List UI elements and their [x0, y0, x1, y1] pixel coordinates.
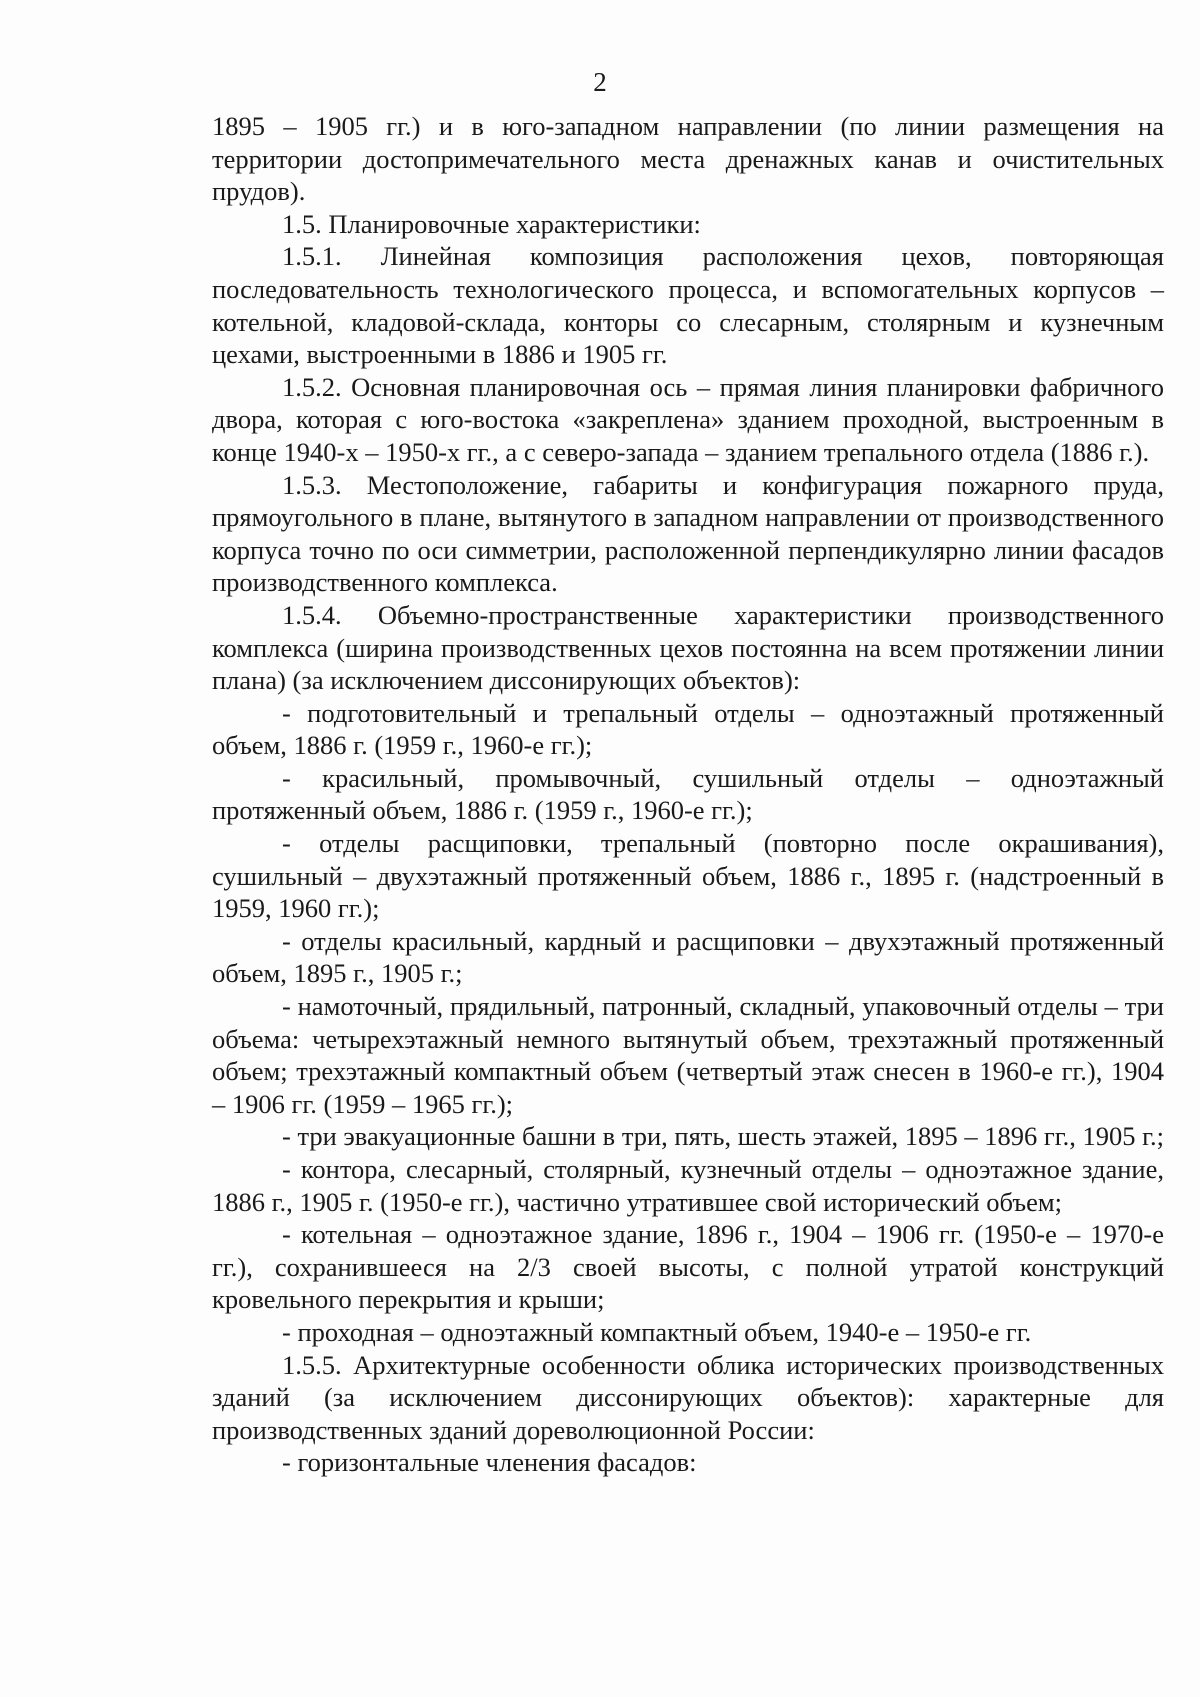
list-item: - горизонтальные членения фасадов:: [282, 1447, 697, 1478]
list-item: - красильный, промывочный, сушильный отделы – одноэтажный протяженный объем, 1886 г. (1959 г., 1960-е гг.);: [212, 762, 1164, 826]
paragraph-1-5-3: 1.5.3. Местоположение, габариты и конфигурация пожарного пруда, прямоугольного в плане, вытянутого в западном направлении от производственного корпуса точно по оси симметрии, расположенной перпендикулярно линии фасадов производственного комплекса.: [212, 469, 1164, 598]
list-item: - три эвакуационные башни в три, пять, шесть этажей, 1895 – 1896 гг., 1905 г.;: [282, 1121, 1165, 1152]
section-heading-1-5: 1.5. Планировочные характеристики:: [282, 208, 701, 239]
list-item: - котельная – одноэтажное здание, 1896 г., 1904 – 1906 гг. (1950-е – 1970-е гг.), сохранившееся на 2/3 своей высоты, с полной утратой конструкций кровельного перекрытия и крыши;: [212, 1219, 1164, 1315]
page-number: 2: [593, 67, 607, 97]
list-item: - контора, слесарный, столярный, кузнечный отделы – одноэтажное здание, 1886 г., 1905 г. (1950-е гг.), частично утратившее свой исторический объем;: [212, 1154, 1164, 1217]
paragraph-1-5-4: 1.5.4. Объемно-пространственные характеристики производственного комплекса (ширина производственных цехов постоянна на всем протяжении линии плана) (за исключением диссонирующих объектов):: [212, 599, 1164, 696]
list-item: - отделы расщиповки, трепальный (повторно после окрашивания), сушильный – двухэтажный протяженный объем, 1886 г., 1895 г. (надстроенный в 1959, 1960 гг.);: [212, 828, 1164, 924]
paragraph-continuation: 1895 – 1905 гг.) и в юго-западном направлении (по линии размещения на территории достопримечательного места дренажных канав и очистительных прудов).: [212, 111, 1164, 207]
document-body: [212, 110, 1164, 1479]
list-item: - проходная – одноэтажный компактный объем, 1940-е – 1950-е гг.: [282, 1316, 1032, 1347]
paragraph-1-5-1: 1.5.1. Линейная композиция расположения цехов, повторяющая последовательность технологического процесса, и вспомогательных корпусов – котельной, кладовой-склада, конторы со слесарным, столярным и кузнечным цехами, выстроенными в 1886 и 1905 гг.: [212, 241, 1164, 370]
list-item: - подготовительный и трепальный отделы – одноэтажный протяженный объем, 1886 г. (1959 г., 1960-е гг.);: [212, 697, 1164, 761]
list-item: - отделы красильный, кардный и расщиповки – двухэтажный протяженный объем, 1895 г., 1905 г.;: [212, 925, 1164, 989]
paragraph-1-5-2: 1.5.2. Основная планировочная ось – прямая линия планировки фабричного двора, которая с юго-востока «закреплена» зданием проходной, выстроенным в конце 1940-х – 1950-х гг., а с северо-запада – зданием трепального отдела (1886 г.).: [212, 371, 1164, 467]
list-item: - намоточный, прядильный, патронный, складный, упаковочный отделы – три объема: четырехэтажный немного вытянутый объем, трехэтажный протяженный объем; трехэтажный компактный объем (четвертый этаж снесен в 1960-е гг.), 1904 – 1906 гг. (1959 – 1965 гг.);: [212, 991, 1164, 1119]
paragraph-1-5-5: 1.5.5. Архитектурные особенности облика исторических производственных зданий (за исключением диссонирующих объектов): характерные для производственных зданий дореволюционной России:: [212, 1349, 1164, 1445]
